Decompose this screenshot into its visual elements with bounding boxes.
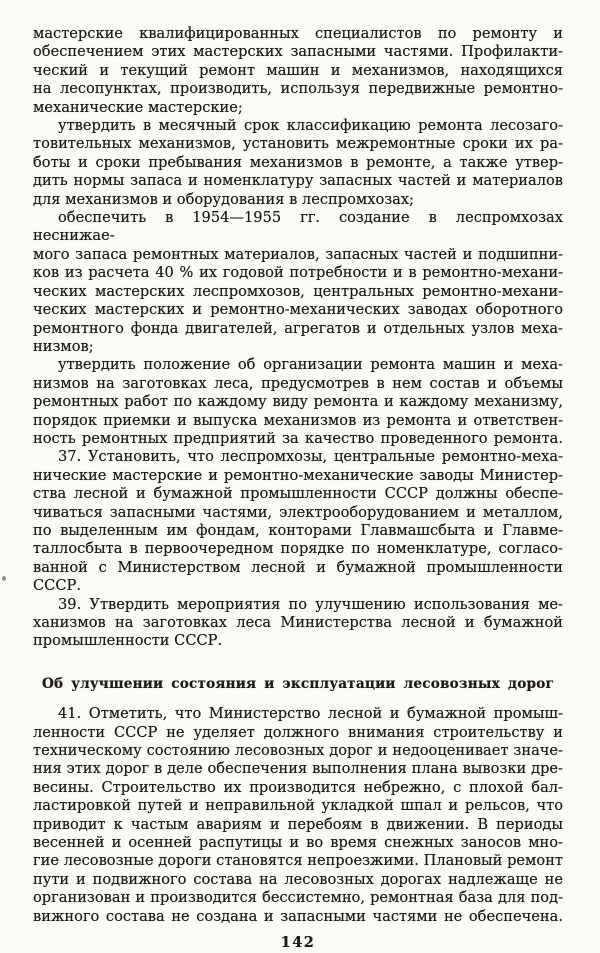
text-line: приводит к частым авариям и перебоям в движении. В периоды <box>33 815 563 833</box>
text-line: по выделенным им фондам, конторами Главмашсбыта и Главме- <box>33 521 563 539</box>
text-line: ленности СССР не уделяет должного внимания строительству и <box>33 723 563 741</box>
text-line: ремонтных работ по каждому виду ремонта и каждому механизму, <box>33 393 563 411</box>
text-line: вижного состава не создана и запасными частями не обеспечена. <box>33 907 563 925</box>
text-line: низмов; <box>33 337 94 355</box>
text-line: ческих мастерских и ремонтно-механических заводах оборотного <box>33 301 563 319</box>
text-line: организован и производится бессистемно, ремонтная база для под- <box>33 889 563 907</box>
text-line: на лесопунктах, производить, используя передвижные ремонтно- <box>33 80 563 98</box>
text-column <box>33 25 563 926</box>
text-line: обеспечением этих мастерских запасными частями. Профилакти- <box>33 43 563 61</box>
text-line: весенней и осенней распутицы и во время снежных заносов мно- <box>33 834 563 852</box>
text-line: чиваться запасными частями, электрооборудованием и металлом, <box>33 503 563 521</box>
text-line: ческих мастерских леспромхозов, центральных ремонтно-механи- <box>33 282 563 300</box>
text-line: СССР. <box>33 577 81 595</box>
text-line: ческий и текущий ремонт машин и механизмов, находящихся <box>33 61 563 79</box>
paragraph <box>33 705 563 926</box>
paragraph <box>33 25 563 117</box>
text-line: 41. Отметить, что Министерство лесной и бумажной промыш- <box>58 705 563 723</box>
text-line: мого запаса ремонтных материалов, запасных частей и подшипни- <box>33 245 563 263</box>
text-line: гие лесовозные дороги становятся непроезжими. Плановый ремонт <box>33 852 563 870</box>
text-line: дить нормы запаса и номенклатуру запасных частей и материалов <box>33 172 563 190</box>
text-line: ластировкой путей и неправильной укладкой шпал и рельсов, что <box>33 797 563 815</box>
text-line: нические мастерские и ремонтно-механические заводы Министер- <box>33 466 563 484</box>
paragraph <box>33 356 563 448</box>
text-line: ния этих дорог в деле обеспечения выполнения плана вывозки дре- <box>33 760 563 778</box>
text-line: утвердить положение об организации ремонта машин и меха- <box>58 356 563 374</box>
text-line: утвердить в месячный срок классификацию ремонта лесозаго- <box>58 117 563 135</box>
text-line: ства лесной и бумажной промышленности СССР должны обеспе- <box>33 485 563 503</box>
text-line: боты и сроки пребывания механизмов в ремонте, а также утвер- <box>33 153 563 171</box>
paragraph <box>33 448 563 595</box>
text-line: таллосбыта в первоочередном порядке по номенклатуре, согласо- <box>33 540 563 558</box>
text-line: порядок приемки и выпуска механизмов из ремонта и ответствен- <box>33 411 563 429</box>
paragraph <box>33 596 563 651</box>
text-line: товительных механизмов, установить межремонтные сроки их ра- <box>33 135 563 153</box>
text-line: для механизмов и оборудования в леспромхозах; <box>33 190 415 208</box>
text-line: обеспечить в 1954—1955 гг. создание в леспромхозах неснижае- <box>33 209 563 245</box>
text-line: низмов на заготовках леса, предусмотрев в нем состав и объемы <box>33 374 563 392</box>
paragraph <box>33 117 563 209</box>
text-line: пути и подвижного состава на лесовозных дорогах надлежаще не <box>33 870 563 888</box>
text-line: ков из расчета 40 % их годовой потребности и в ремонтно-механи- <box>33 264 563 282</box>
scan-ink-speck <box>2 576 6 581</box>
page-number: 142 <box>280 934 316 952</box>
paragraph <box>33 209 563 356</box>
text-line: ремонтного фонда двигателей, агрегатов и отдельных узлов меха- <box>33 319 563 337</box>
text-line: весины. Строительство их производится небрежно, с плохой бал- <box>33 778 563 796</box>
text-line: техническому состоянию лесовозных дорог и недооценивает значе- <box>33 742 563 760</box>
text-line: механические мастерские; <box>33 98 243 116</box>
text-line: 37. Установить, что леспромхозы, центральные ремонтно-меха- <box>58 448 563 466</box>
text-line: ханизмов на заготовках леса Министерства лесной и бумажной <box>33 614 563 631</box>
text-line: мастерские квалифицированных специалистов по ремонту и <box>33 25 563 42</box>
text-line: ность ремонтных предприятий за качество проведенного ремонта. <box>33 429 563 447</box>
section-heading: Об улучшении состояния и эксплуатации лесовозных дорог <box>41 675 555 692</box>
text-line: 39. Утвердить мероприятия по улучшению использования ме- <box>58 595 563 613</box>
text-line: промышленности СССР. <box>33 632 223 650</box>
text-line: ванной с Министерством лесной и бумажной промышленности <box>33 558 563 576</box>
